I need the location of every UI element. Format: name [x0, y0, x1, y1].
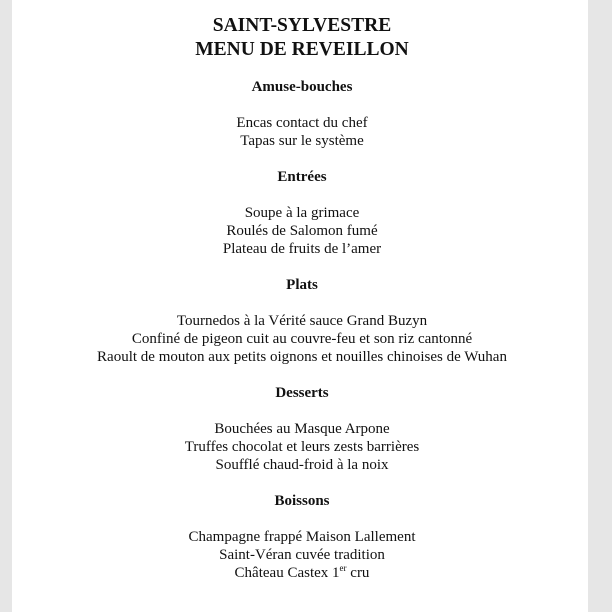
menu-item: Roulés de Salomon fumé — [226, 223, 378, 239]
section-heading-amuse-bouches: Amuse-bouches — [251, 79, 353, 95]
menu-item: Encas contact du chef — [236, 115, 368, 131]
menu-item: Soupe à la grimace — [244, 205, 360, 221]
menu-item: Saint-Véran cuvée tradition — [219, 547, 385, 563]
ordinal-superscript: er — [339, 563, 347, 573]
menu-title-line-1: SAINT-SYLVESTRE — [212, 15, 392, 36]
menu-item-chateau-castex — [0, 564, 604, 582]
menu-item: Plateau de fruits de l’amer — [222, 241, 382, 257]
menu-item: Tapas sur le système — [240, 133, 364, 149]
section-heading-boissons: Boissons — [274, 493, 330, 509]
menu-item: Bouchées au Masque Arpone — [214, 421, 390, 437]
menu-item: Champagne frappé Maison Lallement — [188, 529, 416, 545]
menu-title-line-2: MENU DE REVEILLON — [195, 39, 409, 60]
section-heading-entrees: Entrées — [277, 169, 327, 185]
menu-item: Truffes chocolat et leurs zests barrières — [184, 439, 420, 455]
section-heading-desserts: Desserts — [275, 385, 329, 401]
menu-item: Tournedos à la Vérité sauce Grand Buzyn — [176, 313, 428, 329]
menu-item-text: Château Castex 1 — [234, 565, 340, 581]
menu-item: Soufflé chaud-froid à la noix — [215, 457, 389, 473]
section-heading-plats: Plats — [286, 277, 318, 293]
menu-item-text: cru — [346, 565, 370, 581]
menu-item: Raoult de mouton aux petits oignons et nouilles chinoises de Wuhan — [97, 349, 507, 365]
menu-item: Confiné de pigeon cuit au couvre-feu et son riz cantonné — [131, 331, 473, 347]
